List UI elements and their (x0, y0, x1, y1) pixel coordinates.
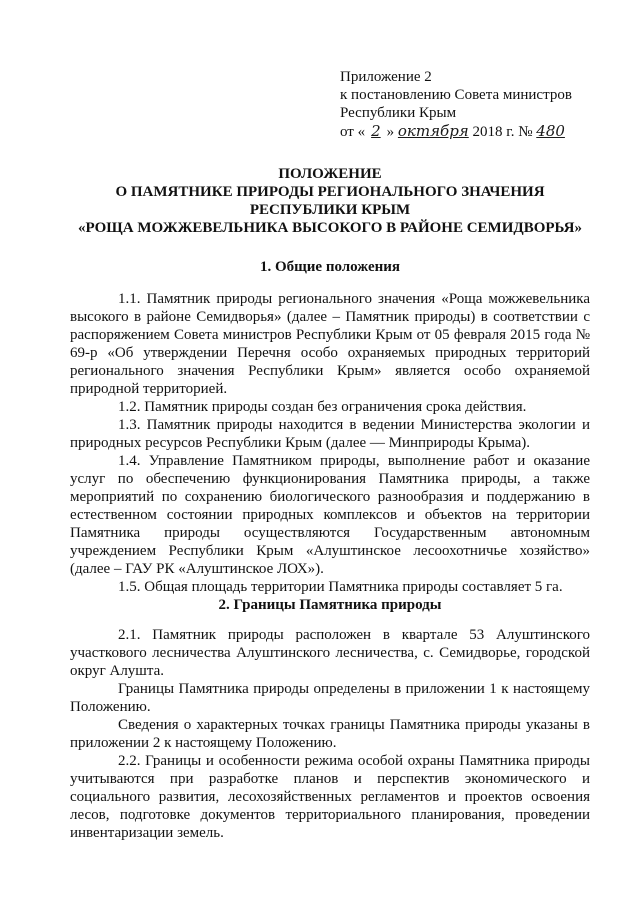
title-line-2: О ПАМЯТНИКЕ ПРИРОДЫ РЕГИОНАЛЬНОГО ЗНАЧЕНИЯ (115, 184, 545, 200)
title-line-4: «РОЩА МОЖЖЕВЕЛЬНИКА ВЫСОКОГО В РАЙОНЕ СЕМИДВОРЬЯ» (78, 220, 582, 236)
section-1-heading: 1. Общие положения (259, 259, 401, 275)
paragraph-1-1: 1.1. Памятник природы регионального значения «Роща можжевельника высокого в районе Семидворья» (далее – Памятник природы) в соответствии с распоряжением Совета министров Республики Крым от 05 февраля 2015 года № 69-р «Об утверждении Перечня особо охраняемых природных территорий регионального значения Республики Крым» является особо охраняемой природной территорией. (70, 291, 590, 397)
section-2-body (70, 626, 590, 842)
appendix-line-3: Республики Крым (340, 105, 457, 121)
paragraph-1-3: 1.3. Памятник природы находится в ведении Министерства экологии и природных ресурсов Республики Крым (далее — Минприроды Крыма). (70, 417, 590, 451)
section-1-body (70, 290, 590, 596)
title-line-3: РЕСПУБЛИКИ КРЫМ (249, 202, 411, 218)
paragraph-1-5: 1.5. Общая площадь территории Памятника природы составляет 5 га. (118, 579, 563, 595)
appendix-line-1: Приложение 2 (340, 69, 432, 85)
appendix-date-line (340, 122, 620, 141)
date-month: октября (397, 122, 469, 140)
paragraph-2-1: 2.1. Памятник природы расположен в квартале 53 Алуштинского участкового лесничества Алуштинского лесничества, с. Семидворье, городской округ Алушта. (70, 627, 590, 679)
paragraph-2-1-boundaries: Границы Памятника природы определены в приложении 1 к настоящему Положению. (70, 681, 590, 715)
section-2-heading: 2. Границы Памятника природы (218, 597, 442, 613)
title-line-1: ПОЛОЖЕНИЕ (278, 166, 382, 182)
date-day: 2 (371, 122, 381, 140)
paragraph-2-2: 2.2. Границы и особенности режима особой охраны Памятника природы учитываются при разработке планов и перспектив экономического и социального развития, лесохозяйственных регламентов и проектов освоения лесов, подготовке документов территориального планирования, проведении инвентаризации земель. (70, 753, 590, 841)
document-number: 480 (536, 122, 565, 140)
appendix-line-2: к постановлению Совета министров (340, 87, 572, 103)
paragraph-1-2: 1.2. Памятник природы создан без ограничения срока действия. (118, 399, 527, 415)
date-prefix: от « (340, 124, 366, 140)
paragraph-1-4: 1.4. Управление Памятником природы, выполнение работ и оказание услуг по обеспечению функционирования Памятника природы, а также мероприятий по сохранению биологического разнообразия и поддержанию в естественном состоянии природных комплексов и объектов на территории Памятника природы осуществляются Государственным автономным учреждением Республики Крым «Алуштинское лесоохотничье хозяйство» (далее – ГАУ РК «Алуштинское ЛОХ»). (70, 453, 590, 577)
document-title (70, 165, 590, 237)
paragraph-2-1-points: Сведения о характерных точках границы Памятника природы указаны в приложении 2 к настоящему Положению. (70, 717, 590, 751)
date-mid: » (386, 124, 395, 140)
appendix-block (340, 68, 620, 141)
date-year: 2018 г. № (472, 124, 533, 140)
